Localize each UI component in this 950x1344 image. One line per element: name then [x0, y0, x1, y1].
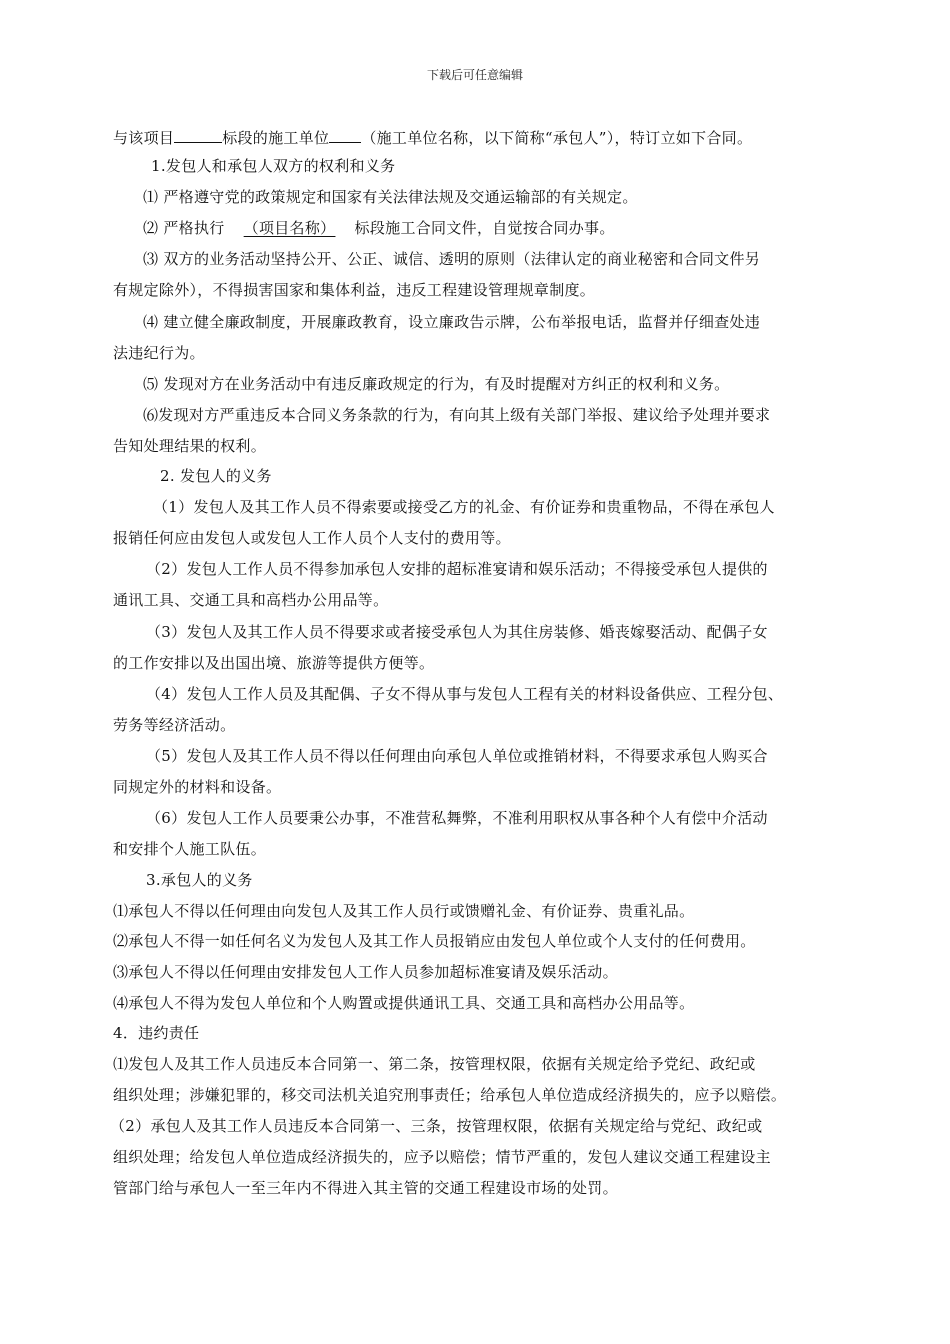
paragraph-line: 有规定除外），不得损害国家和集体利益，违反工程建设管理规章制度。: [113, 281, 596, 299]
paragraph-line: 组织处理；给发包人单位造成经济损失的，应予以赔偿；情节严重的，发包人建议交通工程建设主: [113, 1148, 771, 1166]
paragraph-line: （2）承包人及其工作人员违反本合同第一、三条，按管理权限，依据有关规定给与党纪、政纪或: [110, 1117, 763, 1135]
paragraph-line: （4）发包人工作人员及其配偶、子女不得从事与发包人工程有关的材料设备供应、工程分包、: [146, 685, 784, 703]
paragraph-line: 劳务等经济活动。: [113, 716, 236, 734]
section-heading-3: 3.承包人的义务: [146, 871, 253, 889]
paragraph-line: ⑴承包人不得以任何理由向发包人及其工作人员行或馈赠礼金、有价证券、贵重礼品。: [113, 902, 695, 920]
paragraph-line: 通讯工具、交通工具和高档办公用品等。: [113, 591, 389, 609]
project-blank: [174, 126, 222, 143]
paragraph-line: ⑴发包人及其工作人员违反本合同第一、第二条，按管理权限，依据有关规定给予党纪、政纪或: [113, 1055, 756, 1073]
paragraph-line: ⑷ 建立健全廉政制度，开展廉政教育，设立廉政告示牌，公布举报电话，监督并仔细查处违: [143, 313, 761, 331]
paragraph-line: 报销任何应由发包人或发包人工作人员个人支付的费用等。: [113, 529, 511, 547]
paragraph-line: 和安排个人施工队伍。: [113, 840, 267, 858]
section-heading-1: 1.发包人和承包人双方的权利和义务: [151, 157, 396, 175]
project-name-field: （项目名称）: [243, 219, 336, 237]
contractor-blank: [329, 126, 361, 143]
contract-intro-line: [113, 126, 752, 148]
paragraph-line: ⑶ 双方的业务活动坚持公开、公正、诚信、透明的原则（法律认定的商业秘密和合同文件另: [143, 250, 761, 268]
text-fragment: ⑵ 严格执行: [143, 219, 225, 237]
paragraph-line: （6）发包人工作人员要秉公办事，不准营私舞弊，不准利用职权从事各种个人有偿中介活动: [146, 809, 768, 827]
paragraph-line: ⑸ 发现对方在业务活动中有违反廉政规定的行为，有及时提醒对方纠正的权利和义务。: [143, 375, 730, 393]
paragraph-line: 法违纪行为。: [113, 344, 205, 362]
paragraph-line: ⑷承包人不得为发包人单位和个人购置或提供通讯工具、交通工具和高档办公用品等。: [113, 994, 695, 1012]
paragraph-line: （5）发包人及其工作人员不得以任何理由向承包人单位或推销材料，不得要求承包人购买合: [146, 747, 768, 765]
text-fragment: 标段施工合同文件，自觉按合同办事。: [354, 219, 615, 237]
section-heading-4: 4．违约责任: [113, 1024, 200, 1042]
paragraph-line: ⑹发现对方严重违反本合同义务条款的行为，有向其上级有关部门举报、建议给予处理并要求: [143, 406, 771, 424]
paragraph-line: ⑵承包人不得一如任何名义为发包人及其工作人员报销应由发包人单位或个人支付的任何费用。: [113, 932, 756, 950]
paragraph-line: （2）发包人工作人员不得参加承包人安排的超标准宴请和娱乐活动；不得接受承包人提供的: [146, 560, 768, 578]
paragraph-line: （3）发包人及其工作人员不得要求或者接受承包人为其住房装修、婚丧嫁娶活动、配偶子女: [146, 623, 768, 641]
intro-text-b: 标段的施工单位: [222, 129, 330, 147]
section-heading-2: 2. 发包人的义务: [160, 467, 272, 485]
paragraph-line: 组织处理；涉嫌犯罪的，移交司法机关追究刑事责任；给承包人单位造成经济损失的，应予以赔偿。: [113, 1086, 787, 1104]
intro-text-a: 与该项目: [113, 129, 175, 147]
paragraph-line: 的工作安排以及出国出境、旅游等提供方便等。: [113, 654, 435, 672]
paragraph-line: 告知处理结果的权利。: [113, 437, 267, 455]
paragraph-line: （1）发包人及其工作人员不得索要或接受乙方的礼金、有价证券和贵重物品，不得在承包人: [153, 498, 775, 516]
paragraph-line: ⑴ 严格遵守党的政策规定和国家有关法律法规及交通运输部的有关规定。: [143, 188, 638, 206]
paragraph-line: 管部门给与承包人一至三年内不得进入其主管的交通工程建设市场的处罚。: [113, 1179, 618, 1197]
paragraph-line: [143, 218, 615, 238]
intro-text-c: （施工单位名称，以下简称“承包人”），特订立如下合同。: [361, 129, 753, 147]
paragraph-line: 同规定外的材料和设备。: [113, 778, 282, 796]
paragraph-line: ⑶承包人不得以任何理由安排发包人工作人员参加超标准宴请及娱乐活动。: [113, 963, 618, 981]
page-header: 下载后可任意编辑: [426, 68, 523, 82]
